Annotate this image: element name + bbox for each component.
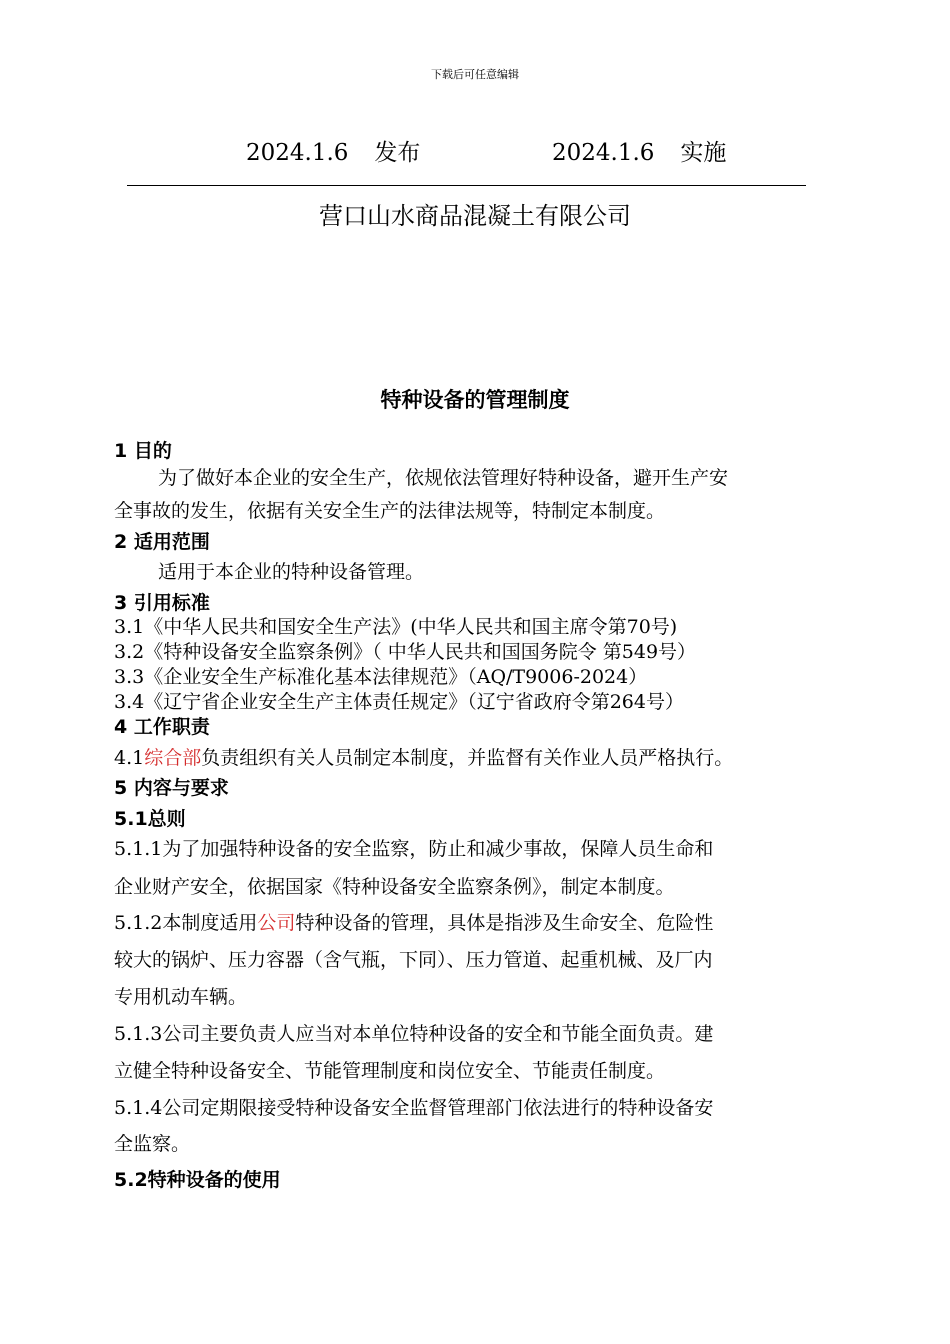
company-name: 营口山水商品混凝土有限公司 (319, 202, 631, 230)
duty-department: 综合部 (144, 747, 202, 769)
implement-date (552, 134, 726, 167)
section-1-line-2: 全事故的发生，依据有关安全生产的法律法规等，特制定本制度。 (114, 500, 666, 522)
duty-item (114, 743, 733, 770)
section-2-heading: 2 适用范围 (114, 531, 210, 553)
publish-date (246, 134, 420, 167)
clause-5-1-1-line-1: 5.1.1为了加强特种设备的安全监察，防止和减少事故，保障人员生命和 (114, 838, 714, 860)
header-note: 下载后可任意编辑 (431, 68, 519, 81)
implement-label: 实施 (680, 140, 727, 166)
clause-5-1-3-line-2: 立健全特种设备安全、节能管理制度和岗位安全、节能责任制度。 (114, 1060, 666, 1082)
reference-item: 3.3《企业安全生产标准化基本法律规范》（AQ/T9006-2024） (114, 666, 648, 688)
clause-5-1-4-line-1: 5.1.4公司定期限接受特种设备安全监督管理部门依法进行的特种设备安 (114, 1097, 714, 1119)
clause-5-1-4-line-2: 全监察。 (114, 1133, 191, 1155)
clause-5-1-2-rest: 特种设备的管理，具体是指涉及生命安全、危险性 (295, 912, 714, 934)
section-1-line-1: 为了做好本企业的安全生产，依规依法管理好特种设备，避开生产安 (158, 467, 729, 489)
header-divider (127, 185, 806, 186)
section-1-heading: 1 目的 (114, 440, 172, 462)
section-3-heading: 3 引用标准 (114, 592, 210, 614)
reference-item: 3.1《中华人民共和国安全生产法》(中华人民共和国主席令第70号) (114, 616, 678, 638)
reference-item: 3.4《辽宁省企业安全生产主体责任规定》（辽宁省政府令第264号） (114, 691, 684, 713)
clause-5-1-3-line-1: 5.1.3公司主要负责人应当对本单位特种设备的安全和节能全面负责。建 (114, 1023, 714, 1045)
publish-label: 发布 (374, 140, 421, 166)
subsection-5-1-heading: 5.1总则 (114, 808, 186, 830)
duty-item-number: 4.1 (114, 747, 145, 769)
clause-5-1-2-prefix: 5.1.2本制度适用 (114, 912, 258, 934)
section-5-heading: 5 内容与要求 (114, 777, 229, 799)
clause-5-1-2-highlight: 公司 (257, 912, 296, 934)
section-4-heading: 4 工作职责 (114, 716, 210, 738)
clause-5-1-1-line-2: 企业财产安全，依据国家《特种设备安全监察条例》，制定本制度。 (114, 876, 675, 898)
document-title: 特种设备的管理制度 (380, 388, 570, 412)
implement-date-value: 2024.1.6 (552, 140, 655, 166)
clause-5-1-2-line-3: 专用机动车辆。 (114, 986, 248, 1008)
section-2-line-1: 适用于本企业的特种设备管理。 (158, 561, 425, 583)
clause-5-1-2-line-2: 较大的锅炉、压力容器（含气瓶，下同）、压力管道、起重机械、及厂内 (114, 949, 713, 971)
reference-item: 3.2《特种设备安全监察条例》（ 中华人民共和国国务院令 第549号） (114, 641, 697, 663)
clause-5-1-2-line-1 (114, 908, 713, 935)
duty-item-text: 负责组织有关人员制定本制度，并监督有关作业人员严格执行。 (201, 747, 734, 769)
subsection-5-2-heading: 5.2特种设备的使用 (114, 1169, 281, 1191)
publish-date-value: 2024.1.6 (246, 140, 349, 166)
